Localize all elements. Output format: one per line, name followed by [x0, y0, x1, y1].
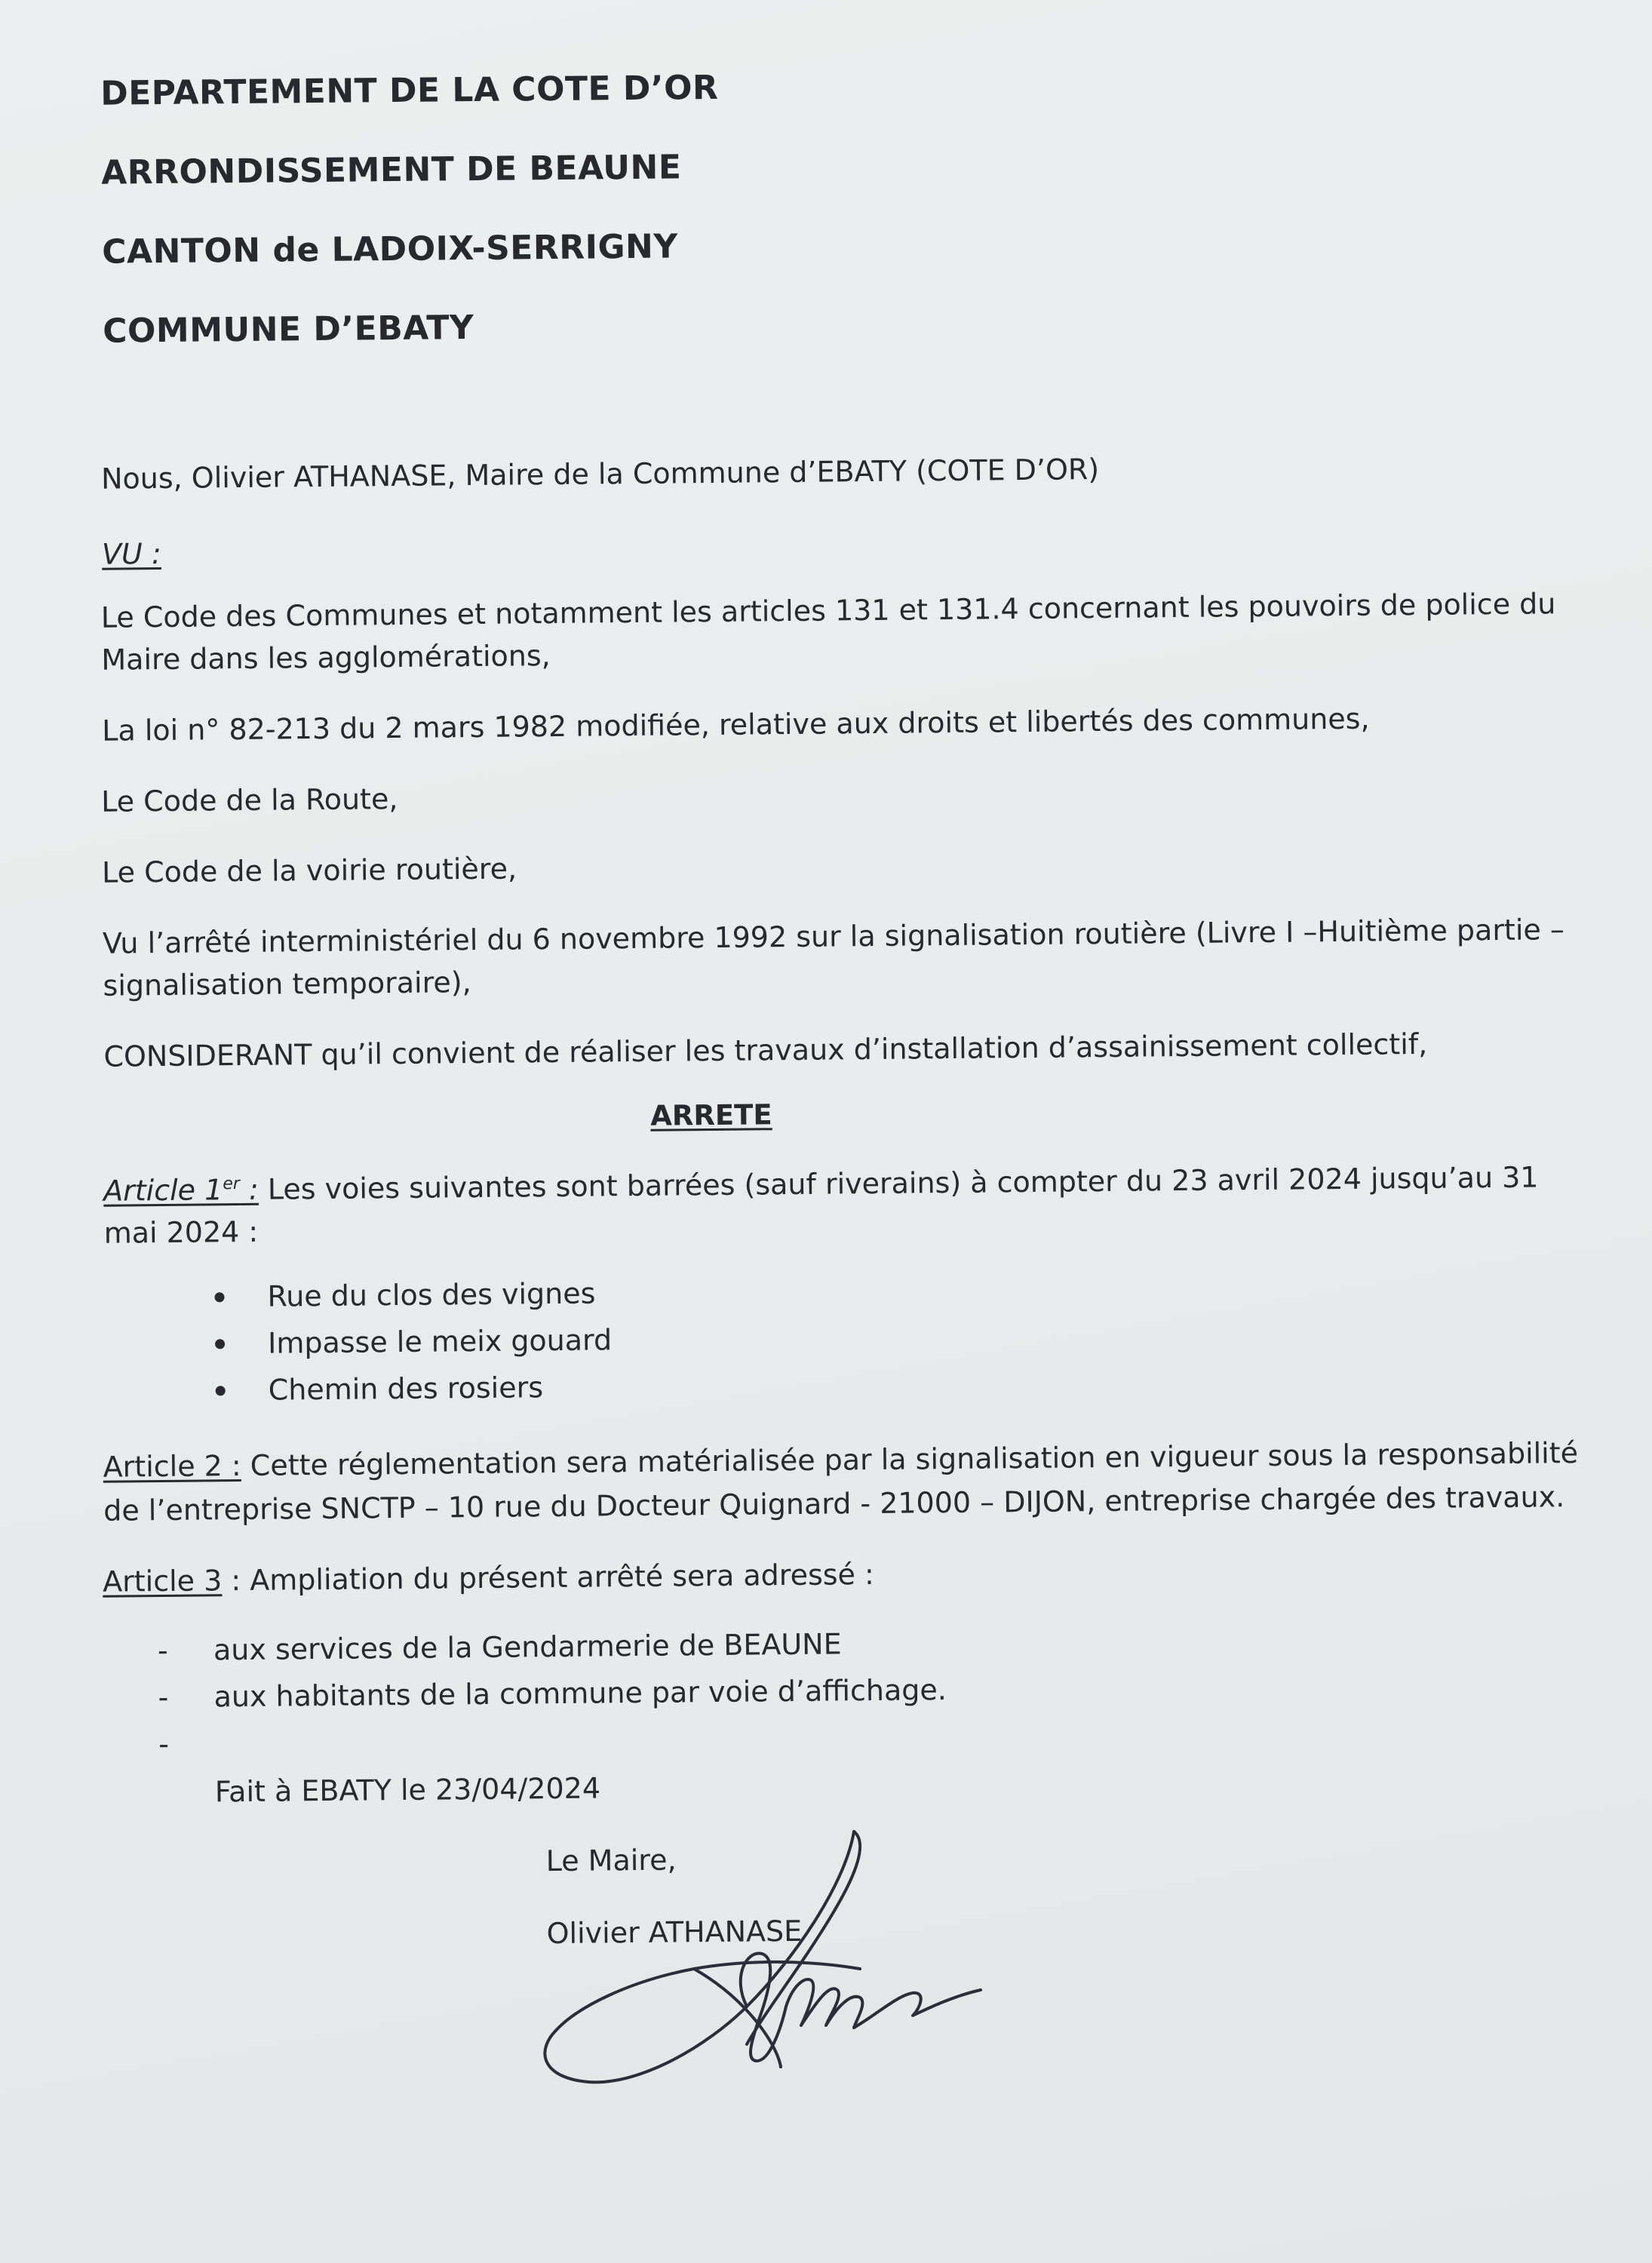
street-list-item: Chemin des rosiers	[268, 1371, 544, 1407]
consideration-code-route: Le Code de la Route,	[100, 781, 398, 818]
street-list-item: Rue du clos des vignes	[267, 1276, 596, 1313]
consideration-travaux: CONSIDERANT qu’il convient de réaliser les travaux d’installation d’assainissement collectif,	[103, 1027, 1428, 1073]
signatory-title: Le Maire,	[545, 1843, 677, 1878]
article-1-text: Les voies suivantes sont barrées (sauf riverains) à compter du 23 avril 2024 jusqu’au 31	[258, 1160, 1539, 1206]
header-canton: CANTON de LADOIX-SERRIGNY	[101, 227, 678, 272]
consideration-code-voirie: Le Code de la voirie routière,	[101, 852, 517, 889]
header-commune: COMMUNE D’EBATY	[102, 308, 474, 351]
signature-icon	[520, 1818, 1011, 2105]
header-departement: DEPARTEMENT DE LA COTE D’OR	[100, 68, 719, 113]
article-3-line	[103, 1556, 874, 1600]
article-2-label: Article 2 :	[103, 1449, 241, 1484]
article-1-label: Article 1er :	[103, 1172, 259, 1208]
bullet-icon	[215, 1339, 225, 1349]
bullet-icon	[214, 1292, 224, 1302]
article-3-label: Article 3	[102, 1564, 223, 1598]
article-2-line-1	[103, 1435, 1578, 1485]
article-2-line-2: de l’entreprise SNCTP – 10 rue du Docteur Quignard - 21000 – DIJON, entreprise chargée des travaux.	[103, 1480, 1565, 1528]
consideration-code-communes-1: Le Code des Communes et notamment les articles 131 et 131.4 concernant les pouvoirs de police du	[100, 587, 1556, 634]
consideration-arrete-1992-2: signalisation temporaire),	[103, 966, 471, 1003]
consideration-arrete-1992-1: Vu l’arrêté interministériel du 6 novembre 1992 sur la signalisation routière (Livre I –Huitième partie –	[102, 913, 1565, 960]
article-3-text: : Ampliation du présent arrêté sera adressé :	[222, 1557, 875, 1598]
intro-statement: Nous, Olivier ATHANASE, Maire de la Commune d’EBATY (COTE D’OR)	[100, 453, 1100, 496]
dash-marker: -	[158, 1727, 170, 1761]
article-1-line-2: mai 2024 :	[103, 1214, 259, 1250]
article-1-line-1	[103, 1159, 1539, 1208]
arrete-title: ARRETE	[650, 1098, 772, 1132]
dash-marker: -	[157, 1633, 168, 1668]
done-at: Fait à EBATY le 23/04/2024	[214, 1771, 601, 1809]
consideration-loi-1982: La loi n° 82-213 du 2 mars 1982 modifiée, relative aux droits et libertés des communes,	[102, 702, 1370, 748]
header-arrondissement: ARRONDISSEMENT DE BEAUNE	[100, 148, 682, 192]
article-2-text: Cette réglementation sera matérialisée par la signalisation en vigueur sous la responsabilité	[241, 1436, 1579, 1483]
vu-label: VU :	[101, 536, 161, 571]
signatory-name: Olivier ATHANASE	[546, 1914, 803, 1951]
bullet-icon	[216, 1386, 226, 1396]
consideration-code-communes-2: Maire dans les agglomérations,	[101, 639, 551, 677]
dash-marker: -	[158, 1680, 169, 1715]
recipient-item: aux habitants de la commune par voie d’affichage.	[213, 1673, 947, 1714]
recipient-item: aux services de la Gendarmerie de BEAUNE	[213, 1627, 842, 1667]
street-list-item: Impasse le meix gouard	[267, 1323, 613, 1360]
